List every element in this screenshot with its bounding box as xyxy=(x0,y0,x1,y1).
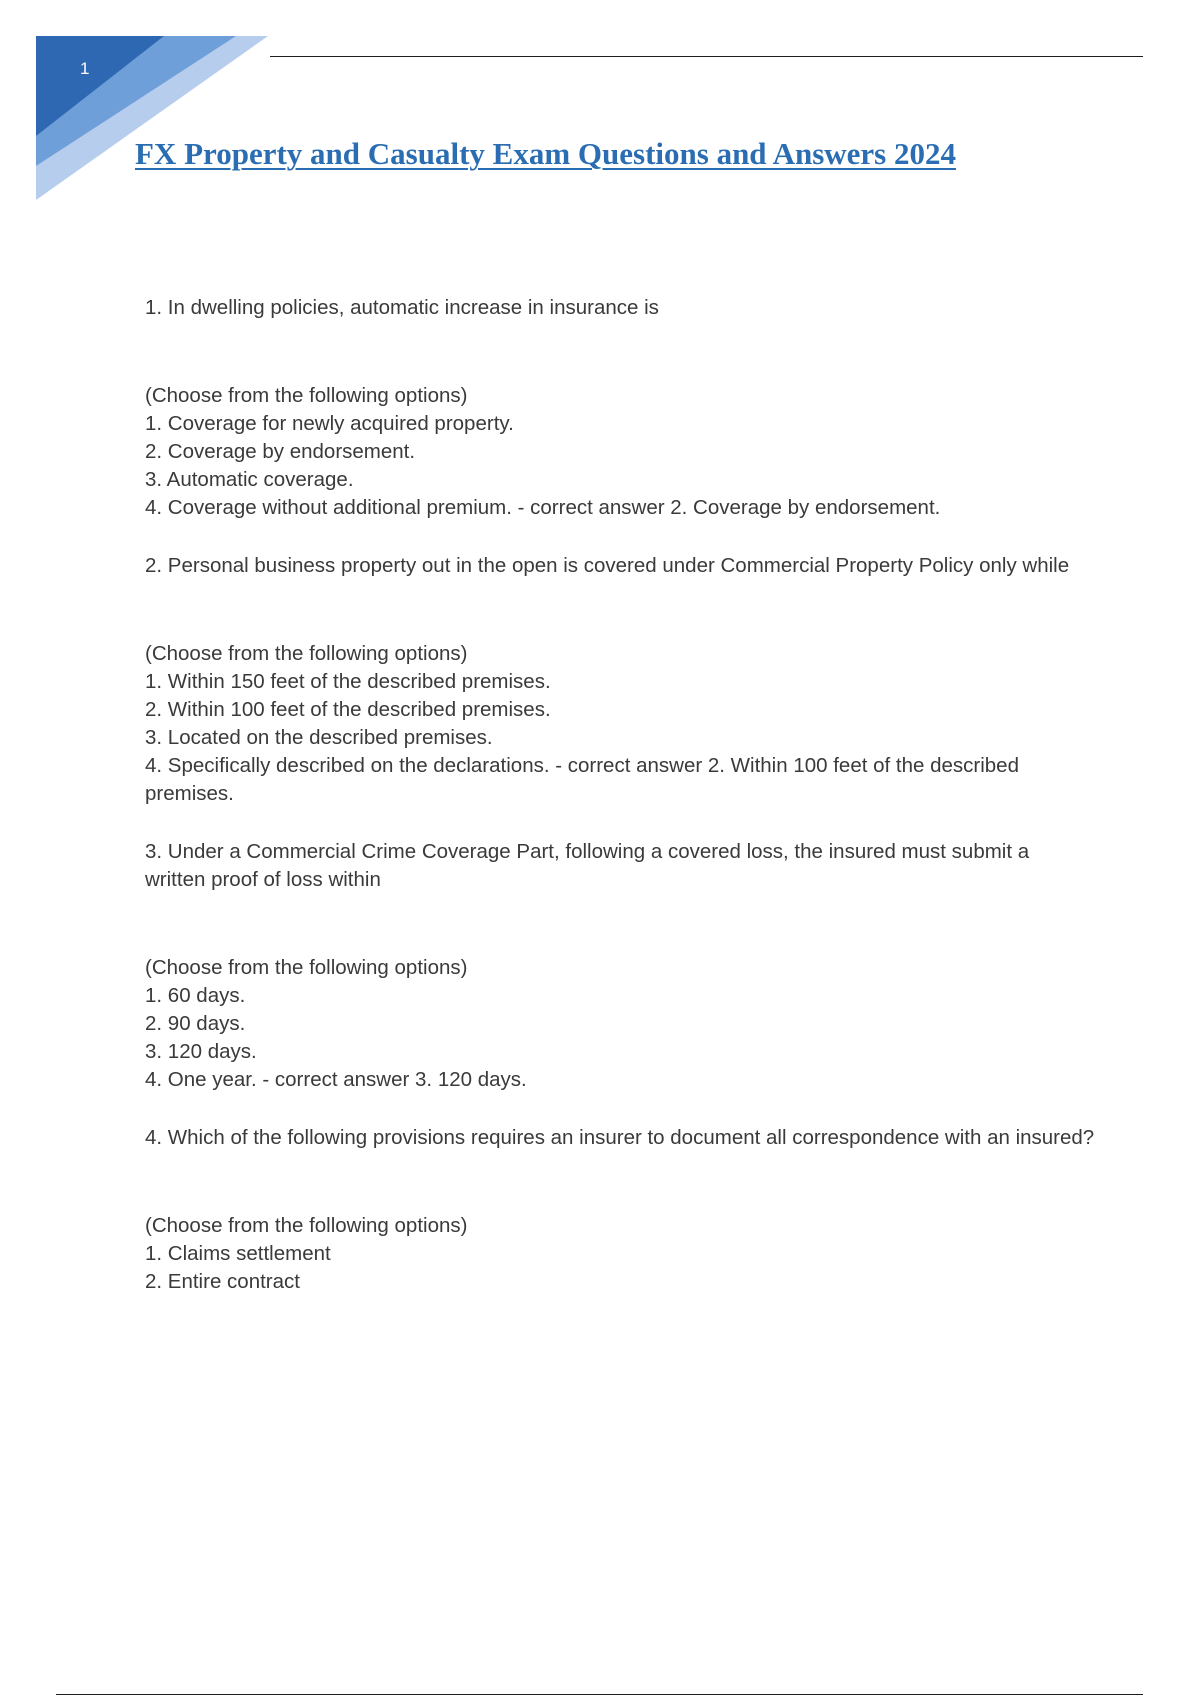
question-3-text: 3. Under a Commercial Crime Coverage Part, following a covered loss, the insured must submit a written proof of loss within xyxy=(145,840,1030,891)
question-list xyxy=(145,294,1095,1296)
question-1-option-3: 3. Automatic coverage. xyxy=(145,468,354,491)
page-number: 1 xyxy=(80,59,90,78)
question-2-prompt: (Choose from the following options) xyxy=(145,642,468,665)
question-4 xyxy=(145,1124,1095,1296)
question-4-prompt: (Choose from the following options) xyxy=(145,1214,468,1237)
corner-decoration-graphic xyxy=(36,36,272,200)
question-2 xyxy=(145,552,1095,808)
question-3-option-1: 1. 60 days. xyxy=(145,984,246,1007)
question-4-option-1: 1. Claims settlement xyxy=(145,1242,331,1265)
question-2-option-1: 1. Within 150 feet of the described premises. xyxy=(145,670,551,693)
question-1-prompt: (Choose from the following options) xyxy=(145,384,468,407)
question-2-option-4-with-answer: 4. Specifically described on the declarations. - correct answer 2. Within 100 feet of the described premises. xyxy=(145,754,1019,805)
question-2-option-2: 2. Within 100 feet of the described premises. xyxy=(145,698,551,721)
question-4-text: 4. Which of the following provisions requires an insurer to document all correspondence with an insured? xyxy=(145,1126,1095,1149)
document-title: FX Property and Casualty Exam Questions and Answers 2024 xyxy=(135,136,957,171)
question-1-option-4-with-answer: 4. Coverage without additional premium. - correct answer 2. Coverage by endorsement. xyxy=(145,496,941,519)
bottom-rule xyxy=(56,1694,1143,1695)
question-1-option-1: 1. Coverage for newly acquired property. xyxy=(145,412,514,435)
question-2-text: 2. Personal business property out in the open is covered under Commercial Property Policy only while xyxy=(145,554,1070,577)
question-3-prompt: (Choose from the following options) xyxy=(145,956,468,979)
question-3-option-2: 2. 90 days. xyxy=(145,1012,246,1035)
question-1 xyxy=(145,294,1095,522)
question-4-option-2: 2. Entire contract xyxy=(145,1270,300,1293)
question-3-option-3: 3. 120 days. xyxy=(145,1040,257,1063)
question-3 xyxy=(145,838,1095,1094)
question-1-text: 1. In dwelling policies, automatic increase in insurance is xyxy=(145,296,659,319)
question-3-option-4-with-answer: 4. One year. - correct answer 3. 120 days. xyxy=(145,1068,527,1091)
question-2-option-3: 3. Located on the described premises. xyxy=(145,726,493,749)
top-rule xyxy=(270,56,1143,57)
question-1-option-2: 2. Coverage by endorsement. xyxy=(145,440,416,463)
